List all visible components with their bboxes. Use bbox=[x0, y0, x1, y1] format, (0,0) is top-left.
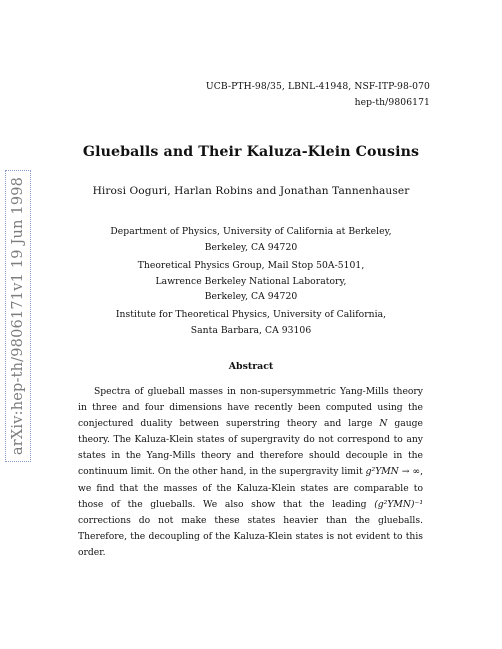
abstract-text-segment: Spectra of glueball masses in non-supersymmetric Yang-Mills theory in three and four dimensions have recently been computed using the conjectured duality between superstring theory and large bbox=[78, 386, 423, 430]
affiliation-line: Berkeley, CA 94720 bbox=[204, 241, 298, 253]
affiliation-itp-santa-barbara bbox=[0, 307, 502, 338]
abstract-text-segment: corrections do not make these states heavier than the glueballs. Therefore, the decoupling of the Kaluza-Klein states is not evident to this order. bbox=[78, 514, 423, 558]
report-numbers-line: UCB-PTH-98/35, LBNL-41948, NSF-ITP-98-070 bbox=[205, 81, 430, 92]
affiliation-line: Theoretical Physics Group, Mail Stop 50A-5101, bbox=[137, 260, 365, 271]
abstract-text-segment: gauge theory. The Kaluza-Klein states of supergravity do not correspond to any states in the Yang-Mills theory and therefore should decouple in the continuum limit. On the other hand, in the supergravity limit bbox=[78, 418, 423, 478]
math-correction-expression: (g²YMN)⁻¹ bbox=[374, 498, 423, 510]
arxiv-side-stamp bbox=[5, 170, 31, 462]
affiliation-lbnl bbox=[0, 258, 502, 305]
affiliation-line: Santa Barbara, CA 93106 bbox=[190, 324, 312, 336]
arxiv-stamp-text: arXiv:hep-th/9806171v1 19 Jun 1998 bbox=[10, 176, 27, 456]
report-numbers bbox=[206, 79, 430, 111]
arxiv-identifier: hep-th/9806171 bbox=[354, 97, 430, 108]
abstract-heading: Abstract bbox=[228, 361, 274, 372]
abstract-text-segment: , we find that the masses of the Kaluza-Klein states are comparable to those of the glueballs. We also show that the leading bbox=[78, 466, 423, 510]
abstract-text bbox=[78, 384, 423, 561]
paper-title: Glueballs and Their Kaluza-Klein Cousins bbox=[82, 144, 420, 160]
affiliation-line: Berkeley, CA 94720 bbox=[204, 291, 298, 302]
math-limit-expression: g²YMN → ∞ bbox=[365, 466, 421, 478]
affiliation-line: Lawrence Berkeley National Laboratory, bbox=[155, 275, 347, 287]
affiliation-line: Institute for Theoretical Physics, University of California, bbox=[115, 309, 387, 320]
math-variable-n: N bbox=[379, 418, 388, 430]
affiliation-line: Department of Physics, University of California at Berkeley, bbox=[110, 226, 392, 237]
affiliation-berkeley-physics bbox=[0, 224, 502, 255]
author-list: Hirosi Ooguri, Harlan Robins and Jonathan Tannenhauser bbox=[92, 185, 410, 197]
